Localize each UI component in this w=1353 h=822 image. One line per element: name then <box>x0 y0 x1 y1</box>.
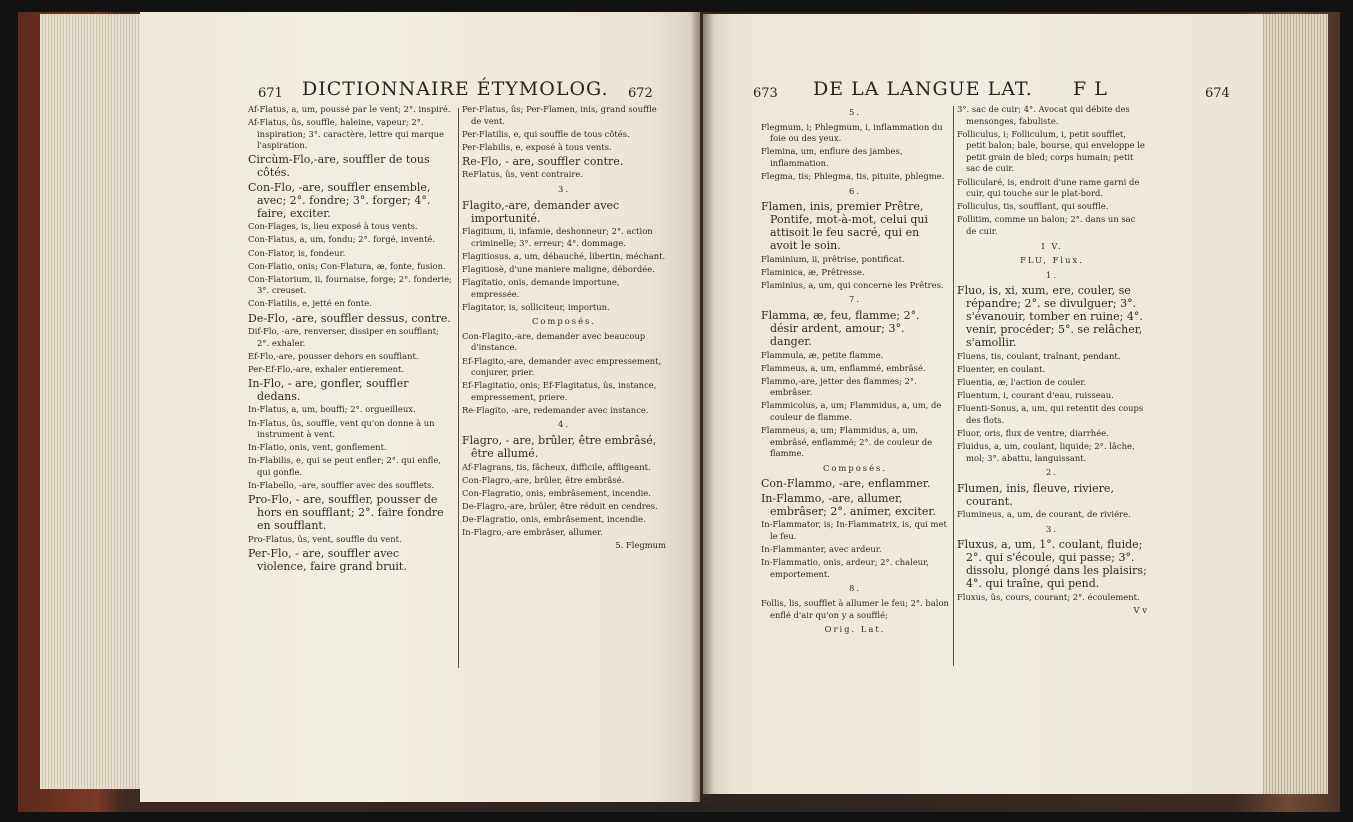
dictionary-entry: Fluentum, i, courant d'eau, ruisseau. <box>957 390 1114 401</box>
dictionary-entry: Follitim, comme un balon; 2°. dans un sac de cuir. <box>957 214 1136 236</box>
left-page-column-1 <box>248 104 452 574</box>
dictionary-entry: In-Flatus, a, um, bouffi; 2°. orgueilleux. <box>248 404 416 415</box>
right-page-edges <box>1258 14 1328 794</box>
dictionary-entry: Fluidus, a, um, coulant, liquide; 2°. lâche, mol; 3°. abattu, languissant. <box>957 440 1135 463</box>
dictionary-entry: Fluens, tis, coulant, traînant, pendant. <box>957 350 1121 361</box>
dictionary-entry: Con-Flatus, a, um, fondu; 2°. forgé, inventé. <box>248 234 436 245</box>
dictionary-entry: Flegma, tis; Phlegma, tis, pituite, phlegme. <box>761 170 945 181</box>
dictionary-entry: In-Flammatio, onis, ardeur; 2°. chaleur, emportement. <box>761 557 929 579</box>
dictionary-entry: Flumen, inis, fleuve, riviere, courant. <box>957 481 1114 508</box>
section-heading: 7. <box>849 294 861 305</box>
dictionary-entry: Flammicolus, a, um; Flammidus, a, um, de couleur de flamme. <box>761 400 942 422</box>
dictionary-entry: Fluenter, en coulant. <box>957 363 1046 374</box>
dictionary-entry: Flammula, æ, petite flamme. <box>761 349 884 360</box>
page-header: DE LA LANGUE LAT. <box>813 78 1033 100</box>
left-page-edges <box>40 14 150 789</box>
dictionary-entry: In-Flatus, ûs, souffle, vent qu'on donne à un instrument à vent. <box>248 417 435 440</box>
dictionary-entry: Con-Flatorium, ii, fournaise, forge; 2°. fonderie; 3°. creuset. <box>248 273 452 296</box>
dictionary-entry: De-Flagro,-are, brûler, être réduit en cendres. <box>462 500 658 511</box>
dictionary-entry: Flagitiosus, a, um, débauché, libertin, méchant. <box>462 250 666 261</box>
dictionary-entry: Follis, lis, soufflet à allumer le feu; 2°. balon enflé d'air qu'on y a soufflé; <box>761 598 949 620</box>
dictionary-entry: Af-Flatus, ûs, souffle, haleine, vapeur; 2°. inspiration; 3°. caractère, lettre qui marque l'aspiration. <box>248 117 444 151</box>
dictionary-entry: Con-Flatilis, e, jetté en fonte. <box>248 298 372 309</box>
dictionary-entry: Flaminium, ii, prêtrise, pontificat. <box>761 253 905 264</box>
dictionary-entry: Con-Flagro,-are, brûler, être embrâsé. <box>462 474 625 485</box>
page-number-left: 673 <box>753 86 778 101</box>
dictionary-entry: Flagro, - are, brûler, être embrâsé, être allumé. <box>462 434 657 461</box>
page-number-right: 674 <box>1205 86 1230 101</box>
dictionary-entry: Fluenti-Sonus, a, um, qui retentit des coups des flots. <box>957 403 1144 425</box>
section-heading: 1. <box>1046 269 1058 280</box>
dictionary-entry: Flagitium, ii, infamie, deshonneur; 2°. action criminelle; 3°. erreur; 4°. dommage. <box>462 226 653 248</box>
dictionary-entry: Flumineus, a, um, de courant, de riviére. <box>957 509 1131 520</box>
dictionary-entry: Con-Flages, is, lieu exposé à tous vents. <box>248 221 418 232</box>
book-gutter <box>690 12 714 802</box>
page-number-right: 672 <box>628 86 653 101</box>
dictionary-entry: De-Flo, -are, souffler dessus, contre. <box>248 311 451 325</box>
dictionary-entry: Flagitiosè, d'une maniere maligne, débordée. <box>462 263 655 274</box>
dictionary-entry: Per-Flatilis, e, qui souffle de tous côtés. <box>462 128 630 139</box>
dictionary-entry: Folliculus, i; Folliculum, i, petit soufflet, petit balon; bale, bourse, qui enveloppe le petit grain de bled; corps humain; petit sac de cuir. <box>957 128 1145 174</box>
dictionary-entry: Af-Flagrans, tis, fâcheux, difficile, affligeant. <box>462 461 651 472</box>
dictionary-entry: Flegmum, i; Phlegmum, i, inflammation du foie ou des yeux. <box>761 121 943 144</box>
dictionary-entry: Fluentia, æ, l'action de couler. <box>957 377 1087 387</box>
dictionary-entry: In-Flammanter, avec ardeur. <box>761 544 882 555</box>
dictionary-entry: Af-Flatus, a, um, poussé par le vent; 2°. inspiré. <box>248 104 451 114</box>
dictionary-entry: Follicularé, is, endroit d'une rame garni de cuir, qui touche sur le plat-bord. <box>957 176 1140 199</box>
section-heading: 6. <box>849 185 861 196</box>
dictionary-entry: In-Flabello, -are, souffler avec des soufflets. <box>248 479 435 490</box>
dictionary-entry: Flamen, inis, premier Prêtre, Pontife, mot-à-mot, celui qui attisoit le feu sacré, qui en avoit le soin. <box>761 200 929 253</box>
dictionary-entry: Flagitator, is, solliciteur, importun. <box>462 301 610 312</box>
dictionary-entry: Flammo,-are, jetter des flammes; 2°. embrâser. <box>761 375 917 398</box>
dictionary-entry: Flaminica, æ, Prêtresse. <box>761 266 865 277</box>
section-heading: 5. <box>849 107 861 117</box>
page-header-letters: F L <box>1073 78 1108 100</box>
dictionary-entry: In-Flagro,-are embrâser, allumer. <box>462 527 603 538</box>
left-page-column-2 <box>462 104 666 553</box>
column-divider <box>953 106 954 666</box>
page-number-left: 671 <box>258 86 283 101</box>
column-divider <box>458 108 459 668</box>
dictionary-entry: Per-Flatus, ûs; Per-Flamen, inis, grand souffle de vent. <box>462 104 657 126</box>
dictionary-entry: Folliculus, tis, soufflant, qui souffle. <box>957 201 1109 212</box>
dictionary-entry: Ef-Flagito,-are, demander avec empressement, conjurer, prier. <box>462 355 662 378</box>
section-heading: 3. <box>1046 523 1058 534</box>
dictionary-entry: Con-Flatio, onis; Con-Flatura, æ, fonte, fusion. <box>248 260 446 271</box>
dictionary-entry: Flemina, um, enflure des jambes, inflammation. <box>761 146 903 168</box>
dictionary-entry: 3°. sac de cuir; 4°. Avocat qui débite des mensonges, fabuliste. <box>957 104 1130 126</box>
dictionary-entry: In-Flammo, -are, allumer, embrâser; 2°. animer, exciter. <box>761 491 936 518</box>
dictionary-entry: Flagito,-are, demander avec importunité. <box>462 198 620 225</box>
dictionary-entry: In-Flatio, onis, vent, gonflement. <box>248 442 387 453</box>
dictionary-entry: Fluxus, ûs, cours, courant; 2°. écoulement. <box>957 591 1140 602</box>
dictionary-entry: Fluor, oris, flux de ventre, diarrhée. <box>957 427 1109 438</box>
dictionary-entry: Dif-Flo, -are, renverser, dissiper en soufflant; 2°. exhaler. <box>248 326 439 348</box>
dictionary-entry: Fluo, is, xi, xum, ere, couler, se répandre; 2°. se divulguer; 3°. s'évanouir, tomber en ruine; 4°. venir, procéder; 5°. se relâcher, s'amollir. <box>957 284 1143 350</box>
dictionary-entry: ReFlatus, ûs, vent contraire. <box>462 169 584 180</box>
dictionary-entry: Pro-Flatus, ûs, vent, souffle du vent. <box>248 533 402 544</box>
section-heading: FLU, Flux. <box>1020 255 1084 266</box>
dictionary-entry: Fluxus, a, um, 1°. coulant, fluide; 2°. qui s'écoule, qui passe; 3°. dissolu, plongé dans les plaisirs; 4°. qui traîne, qui pend. <box>957 538 1147 591</box>
dictionary-entry: Flagitatio, onis, demande importune, empressée. <box>462 276 620 299</box>
dictionary-entry: In-Flammator, is; In-Flammatrix, is, qui met le feu. <box>761 519 947 542</box>
dictionary-entry: Per-Ef-Flo,-are, exhaler entierement. <box>248 363 405 374</box>
section-heading: 3. <box>558 183 570 194</box>
page-header: DICTIONNAIRE ÉTYMOLOG. <box>302 78 609 100</box>
dictionary-entry: Con-Flagratio, onis, embrâsement, incendie. <box>462 487 651 498</box>
dictionary-entry: Flammeus, a, um; Flammidus, a, um, embrâsé, enflammé; 2°. de couleur de flamme. <box>761 425 933 459</box>
dictionary-entry: Ef-Flo,-are, pousser dehors en soufflant. <box>248 350 419 361</box>
section-heading: Orig. Lat. <box>824 624 886 635</box>
right-page-column-2 <box>957 104 1147 618</box>
dictionary-entry: Flamma, æ, feu, flamme; 2°. désir ardent, amour; 3°. danger. <box>761 309 920 349</box>
dictionary-entry: Pro-Flo, - are, souffler, pousser de hors en soufflant; 2°. faire fondre en soufflant. <box>248 493 444 533</box>
dictionary-entry: 5. Flegmum <box>615 540 666 551</box>
dictionary-entry: Circùm-Flo,-are, souffler de tous côtés. <box>248 153 430 180</box>
dictionary-entry: Flaminius, a, um, qui concerne les Prêtres. <box>761 279 944 290</box>
dictionary-entry: Con-Flagito,-are, demander avec beaucoup d'instance. <box>462 330 646 353</box>
dictionary-entry: V v <box>1133 605 1147 616</box>
dictionary-entry: Re-Flo, - are, souffler contre. <box>462 154 624 168</box>
left-page <box>140 12 700 802</box>
dictionary-entry: Per-Flo, - are, souffler avec violence, faire grand bruit. <box>248 546 407 573</box>
section-heading: I V. <box>1041 240 1063 251</box>
section-heading: 4. <box>558 419 570 430</box>
section-heading: 8. <box>849 583 861 594</box>
dictionary-entry: In-Flabilis, e, qui se peut enfler; 2°. qui enfle, qui gonfle. <box>248 455 441 477</box>
dictionary-entry: In-Flo, - are, gonfler, souffler dedans. <box>248 376 409 403</box>
dictionary-entry: Per-Flabilis, e, exposé à tous vents. <box>462 141 612 152</box>
right-page-column-1 <box>761 104 949 639</box>
dictionary-entry: Con-Flammo, -are, enflammer. <box>761 477 931 491</box>
dictionary-entry: De-Flagratio, onis, embrâsement, incendie. <box>462 513 646 524</box>
section-heading: Composés. <box>822 462 887 473</box>
dictionary-entry: Flammeus, a, um, enflammé, embrâsé. <box>761 362 926 373</box>
right-page <box>703 14 1263 794</box>
section-heading: Composés. <box>531 316 596 327</box>
dictionary-entry: Ef-Flagitatio, onis; Ef-Flagitatus, ûs, instance, empressement, priere. <box>462 380 657 402</box>
dictionary-entry: Con-Flator, is, fondeur. <box>248 247 346 258</box>
dictionary-entry: Con-Flo, -are, souffler ensemble, avec; 2°. fondre; 3°. forger; 4°. faire, exciter. <box>248 180 431 220</box>
dictionary-entry: Re-Flagito, -are, redemander avec instance. <box>462 404 649 415</box>
section-heading: 2. <box>1046 467 1058 478</box>
